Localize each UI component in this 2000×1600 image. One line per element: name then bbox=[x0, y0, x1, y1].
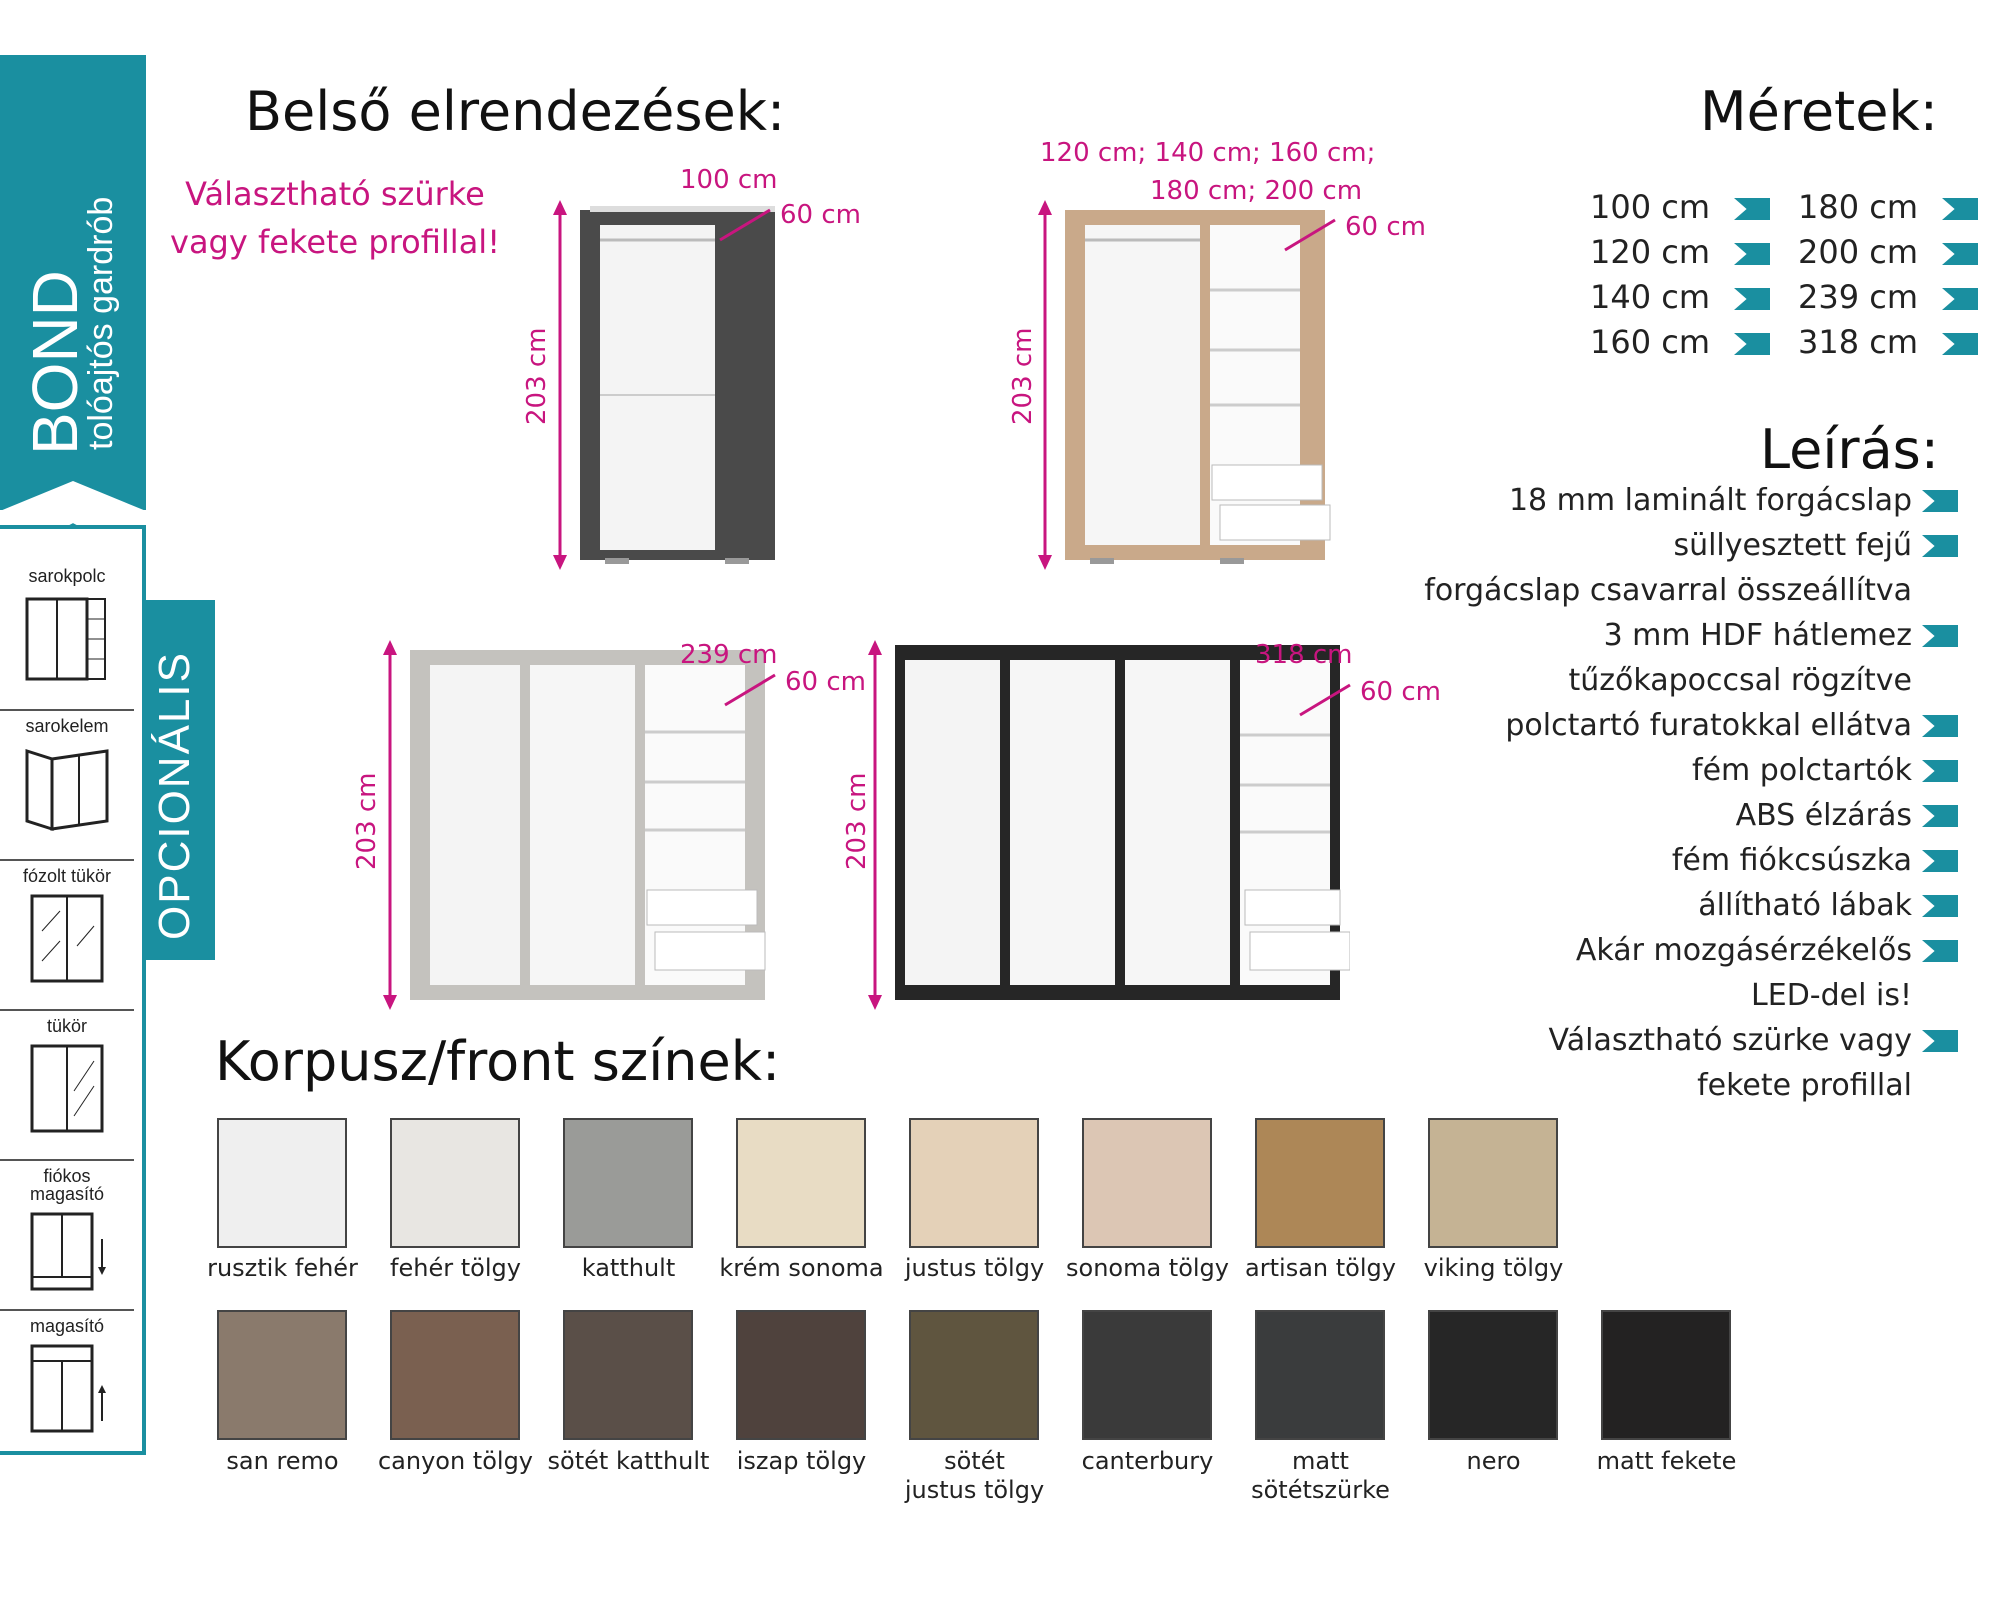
w1-depth-arrow bbox=[715, 205, 775, 245]
brand-subtitle: tolóajtós gardrób bbox=[82, 196, 120, 450]
drawer-extension-icon bbox=[22, 1209, 112, 1294]
color-label: justus tölgy bbox=[904, 1254, 1045, 1282]
w2-depth: 60 cm bbox=[1345, 212, 1426, 242]
color-swatch bbox=[1082, 1118, 1212, 1248]
color-swatch bbox=[563, 1310, 693, 1440]
w3-depth: 60 cm bbox=[785, 667, 866, 697]
sizes-heading: Méretek: bbox=[1700, 80, 1938, 143]
wardrobe-318-drawing bbox=[860, 640, 1350, 1010]
description-heading: Leírás: bbox=[1760, 418, 1939, 481]
bullet-icon bbox=[1922, 895, 1958, 917]
extension-icon bbox=[22, 1341, 112, 1436]
color-swatch bbox=[1082, 1310, 1212, 1440]
color-label: sötét katthult bbox=[547, 1447, 710, 1475]
color-label: matt fekete bbox=[1596, 1447, 1737, 1475]
color-label: iszap tölgy bbox=[736, 1447, 867, 1475]
w4-width: 318 cm bbox=[1255, 640, 1353, 670]
desc-line: tűzőkapoccsal rögzítve bbox=[1568, 663, 1912, 698]
bullet-icon bbox=[1734, 333, 1770, 355]
color-label: canyon tölgy bbox=[377, 1447, 534, 1475]
color-label: rusztik fehér bbox=[207, 1254, 358, 1282]
wardrobe-100-drawing bbox=[545, 200, 785, 570]
color-swatch bbox=[1601, 1310, 1731, 1440]
bullet-icon bbox=[1922, 535, 1958, 557]
desc-line: Akár mozgásérzékelős bbox=[1575, 933, 1912, 968]
wardrobe-200-drawing bbox=[1030, 200, 1340, 570]
optional-item-extension: magasító bbox=[0, 1311, 134, 1461]
color-label: katthult bbox=[581, 1254, 676, 1282]
color-swatch bbox=[1428, 1118, 1558, 1248]
bullet-icon bbox=[1922, 1030, 1958, 1052]
color-swatch bbox=[217, 1310, 347, 1440]
optional-item-corner-shelf: sarokpolc bbox=[0, 561, 134, 711]
w1-depth: 60 cm bbox=[780, 200, 861, 230]
color-label: san remo bbox=[226, 1447, 339, 1475]
desc-line: fekete profillal bbox=[1697, 1068, 1912, 1103]
profile-note: Választható szürke vagy fekete profillal! bbox=[170, 175, 501, 261]
size-item: 120 cm bbox=[1590, 233, 1770, 271]
optional-item-corner-element: sarokelem bbox=[0, 711, 134, 861]
bullet-icon bbox=[1922, 715, 1958, 737]
bullet-icon bbox=[1942, 333, 1978, 355]
desc-line: 3 mm HDF hátlemez bbox=[1603, 618, 1912, 653]
bullet-icon bbox=[1942, 198, 1978, 220]
optional-label: OPCIONÁLIS bbox=[150, 651, 199, 940]
desc-line: fém fiókcsúszka bbox=[1671, 843, 1912, 878]
w2-width-line1: 120 cm; 140 cm; 160 cm; bbox=[1040, 138, 1376, 168]
color-label: nero bbox=[1466, 1447, 1521, 1475]
bullet-icon bbox=[1922, 760, 1958, 782]
bullet-icon bbox=[1922, 625, 1958, 647]
desc-line: ABS élzárás bbox=[1735, 798, 1912, 833]
desc-line: polctartó furatokkal ellátva bbox=[1505, 708, 1912, 743]
layouts-heading: Belső elrendezések: bbox=[245, 80, 786, 143]
w3-depth-arrow bbox=[720, 670, 780, 710]
optional-item-mirror: tükör bbox=[0, 1011, 134, 1161]
w3-width: 239 cm bbox=[680, 640, 778, 670]
size-item: 160 cm bbox=[1590, 323, 1770, 361]
desc-line: forgácslap csavarral összeállítva bbox=[1424, 573, 1912, 608]
color-label: fehér tölgy bbox=[390, 1254, 521, 1282]
w3-height: 203 cm bbox=[352, 772, 382, 870]
desc-line: LED-del is! bbox=[1751, 978, 1912, 1013]
optional-item-faceted-mirror: fózolt tükör bbox=[0, 861, 134, 1011]
color-label: sötét justus tölgy bbox=[904, 1447, 1045, 1504]
w2-depth-arrow bbox=[1280, 215, 1340, 255]
size-item: 239 cm bbox=[1798, 278, 1978, 316]
color-label: artisan tölgy bbox=[1245, 1254, 1396, 1282]
bullet-icon bbox=[1922, 850, 1958, 872]
color-swatch bbox=[736, 1118, 866, 1248]
color-label: krém sonoma bbox=[719, 1254, 884, 1282]
bullet-icon bbox=[1922, 940, 1958, 962]
optional-panel bbox=[0, 525, 146, 1455]
desc-line: fém polctartók bbox=[1692, 753, 1912, 788]
color-swatch bbox=[1255, 1118, 1385, 1248]
color-swatch bbox=[217, 1118, 347, 1248]
color-label: matt sötétszürke bbox=[1251, 1447, 1390, 1504]
w4-depth: 60 cm bbox=[1360, 677, 1441, 707]
size-item: 140 cm bbox=[1590, 278, 1770, 316]
w1-height: 203 cm bbox=[522, 327, 552, 425]
size-item: 318 cm bbox=[1798, 323, 1978, 361]
color-swatch bbox=[390, 1310, 520, 1440]
optional-item-drawer-extension: fiókos magasító bbox=[0, 1161, 134, 1311]
color-label: canterbury bbox=[1081, 1447, 1214, 1475]
size-item: 180 cm bbox=[1798, 188, 1978, 226]
wardrobe-239-drawing bbox=[375, 640, 775, 1010]
bullet-icon bbox=[1734, 243, 1770, 265]
bullet-icon bbox=[1942, 243, 1978, 265]
desc-line: süllyesztett fejű bbox=[1673, 528, 1912, 563]
size-item: 200 cm bbox=[1798, 233, 1978, 271]
w4-height: 203 cm bbox=[842, 772, 872, 870]
desc-line: 18 mm laminált forgácslap bbox=[1508, 483, 1912, 518]
color-swatch bbox=[736, 1310, 866, 1440]
bullet-icon bbox=[1942, 288, 1978, 310]
desc-line: Választható szürke vagy bbox=[1548, 1023, 1912, 1058]
color-swatch bbox=[1255, 1310, 1385, 1440]
brand-name: BOND bbox=[19, 270, 91, 455]
bullet-icon bbox=[1922, 490, 1958, 512]
w2-width-line2: 180 cm; 200 cm bbox=[1150, 176, 1363, 206]
mirror-icon bbox=[22, 1041, 112, 1136]
bullet-icon bbox=[1922, 805, 1958, 827]
size-item: 100 cm bbox=[1590, 188, 1770, 226]
corner-shelf-icon bbox=[22, 591, 112, 686]
color-swatch bbox=[1428, 1310, 1558, 1440]
color-swatch bbox=[390, 1118, 520, 1248]
color-label: viking tölgy bbox=[1423, 1254, 1564, 1282]
w1-width: 100 cm bbox=[680, 165, 778, 195]
bullet-icon bbox=[1734, 198, 1770, 220]
faceted-mirror-icon bbox=[22, 891, 112, 986]
bullet-icon bbox=[1734, 288, 1770, 310]
color-label: sonoma tölgy bbox=[1066, 1254, 1229, 1282]
color-swatch bbox=[909, 1310, 1039, 1440]
corner-element-icon bbox=[22, 741, 112, 836]
color-swatch bbox=[563, 1118, 693, 1248]
w2-height: 203 cm bbox=[1008, 327, 1038, 425]
w4-depth-arrow bbox=[1295, 680, 1355, 720]
color-swatch bbox=[909, 1118, 1039, 1248]
desc-line: állítható lábak bbox=[1698, 888, 1912, 923]
colors-heading: Korpusz/front színek: bbox=[215, 1030, 781, 1093]
